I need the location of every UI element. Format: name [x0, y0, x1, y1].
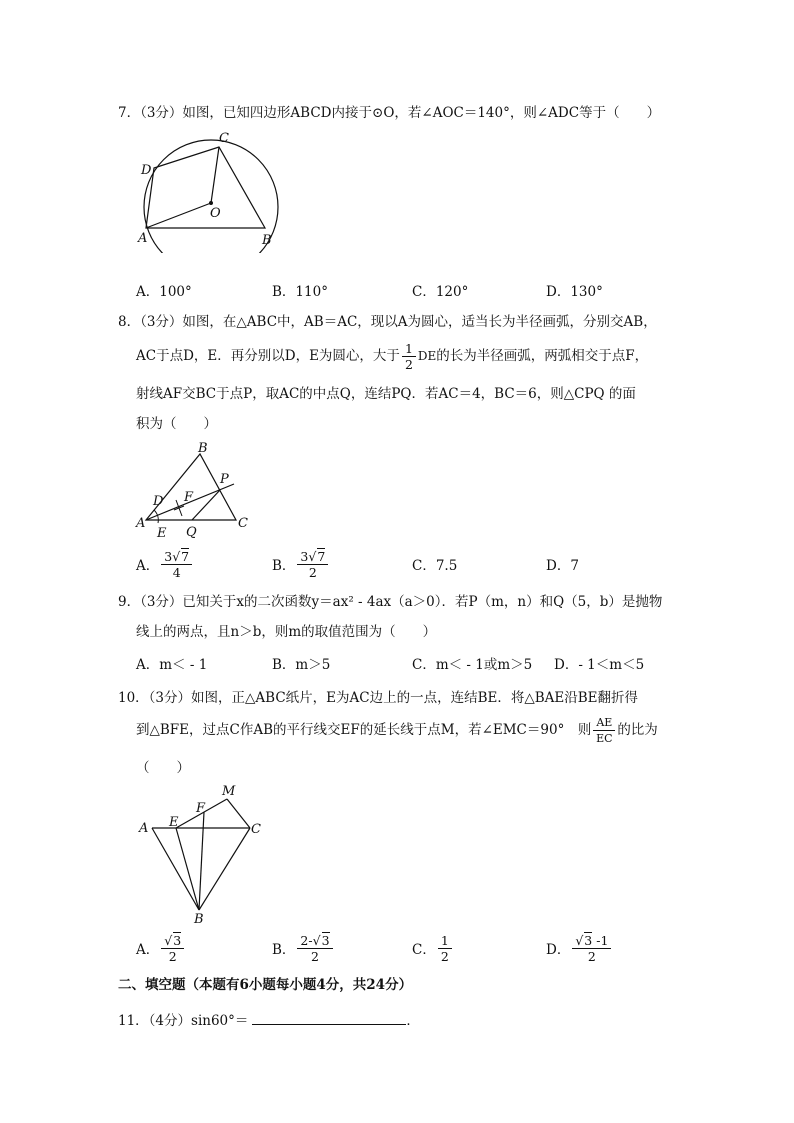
q8-figure — [132, 438, 262, 543]
q10-d-den: 2 — [587, 948, 596, 964]
q10-label-b: B — [194, 912, 204, 927]
q8-line1: 8．（3分）如图，在△ABC中，AB＝AC，现以A为圆心，适当长为半径画弧，分别交AB， — [118, 314, 657, 330]
q10-d-post: -1 — [592, 932, 609, 948]
q8-label-d: D — [153, 494, 164, 509]
q10-frac-num: AE — [593, 715, 615, 731]
q8-options — [136, 544, 676, 584]
q7-label-b: B — [262, 233, 272, 248]
q10-option-a-frac: $\frac{√3}{2}$ — [161, 933, 184, 964]
q8-line2-a: AC于点D，E．再分别以D，E为圆心，大于 — [136, 348, 400, 364]
q10-label-a: A — [139, 821, 149, 836]
q7-stem: 7．（3分）如图，已知四边形ABCD内接于⊙O，若∠AOC＝140°，则∠ADC等于（ ） — [118, 105, 661, 121]
q8-line3: 射线AF交BC于点P，取AC的中点Q，连结PQ．若AC＝4，BC＝6，则△CPQ 的面 — [136, 386, 636, 402]
q10-option-b-frac: $\frac{2-√3}{2}$ — [297, 933, 332, 964]
q10-options — [136, 928, 676, 968]
q7-option-b[interactable]: B．110° — [272, 284, 328, 300]
q10-option-c[interactable] — [412, 928, 454, 968]
q7-label-o: O — [210, 206, 221, 221]
q10-option-d-label: D． — [546, 942, 571, 958]
q8-b-rad: 7 — [317, 548, 326, 564]
q9-line2: 线上的两点，且n＞b，则m的取值范围为（ ） — [136, 624, 437, 640]
q10-option-b-label: B． — [272, 942, 296, 958]
q8-a-coef: 3 — [164, 548, 173, 564]
q10-line2-b: 的比为 — [617, 722, 658, 738]
q8-frac-den: 2 — [404, 356, 413, 372]
q8-b-den: 2 — [308, 564, 317, 580]
q8-label-e: E — [157, 526, 167, 541]
q10-fraction — [593, 715, 615, 746]
q8-fraction — [402, 341, 416, 372]
q11-end: ． — [406, 1013, 420, 1029]
q10-a-den: 2 — [168, 948, 177, 964]
q8-label-q: Q — [186, 525, 197, 540]
q7-label-d: D — [141, 163, 152, 178]
q8-a-rad: 7 — [181, 548, 190, 564]
q9-option-c[interactable]: C．m＜ - 1或m＞5 — [412, 657, 533, 673]
q10-line2 — [136, 714, 658, 746]
q8-option-a[interactable] — [136, 544, 194, 584]
q8-label-p: P — [220, 472, 229, 487]
section-heading: 二、填空题（本题有6小题每小题4分，共24分） — [118, 977, 413, 993]
q10-option-a[interactable] — [136, 928, 186, 968]
q8-frac-de: DE — [417, 349, 437, 363]
q7-label-c: C — [219, 131, 229, 146]
q10-option-c-frac — [438, 933, 452, 964]
q8-line2 — [136, 342, 648, 370]
q8-line2-b: 的长为半径画弧，两弧相交于点F， — [436, 348, 649, 364]
q8-label-f: F — [184, 490, 194, 505]
q8-option-b[interactable] — [272, 544, 330, 584]
q7-figure — [130, 128, 290, 253]
q8-b-coef: 3 — [300, 548, 309, 564]
q10-option-a-label: A． — [136, 942, 160, 958]
q9-option-a[interactable]: A．m＜ - 1 — [136, 657, 208, 673]
q10-c-den: 2 — [440, 948, 449, 964]
q10-b-den: 2 — [311, 948, 319, 964]
q8-frac-num: 1 — [402, 341, 416, 357]
q8-option-d[interactable]: D．7 — [546, 558, 579, 574]
q8-label-b: B — [198, 441, 208, 456]
q8-label-c: C — [238, 516, 248, 531]
q9-option-b[interactable]: B．m＞5 — [272, 657, 331, 673]
q10-label-e: E — [169, 815, 179, 830]
q10-b-pre: 2- — [300, 932, 313, 948]
q11-line — [118, 1010, 420, 1031]
q7-option-d[interactable]: D．130° — [546, 284, 603, 300]
q8-option-b-frac: $\frac{3√7}{2}$ — [297, 549, 328, 580]
q10-label-f: F — [196, 801, 206, 816]
q8-line4: 积为（ ） — [136, 416, 217, 432]
q10-line1: 10．（3分）如图，正△ABC纸片，E为AC边上的一点，连结BE．将△BAE沿BE翻折得 — [118, 690, 639, 706]
q10-figure — [132, 780, 272, 930]
q7-option-c[interactable]: C．120° — [412, 284, 469, 300]
q10-b-rad: 3 — [321, 932, 330, 948]
q10-line2-a: 到△BFE，过点C作AB的平行线交EF的延长线于点M，若∠EMC＝90° 则 — [136, 722, 592, 738]
q11-text: 11．（4分）sin60°＝ — [118, 1013, 249, 1029]
q7-option-a[interactable]: A．100° — [136, 284, 192, 300]
q10-option-d[interactable] — [546, 928, 613, 968]
q7-options — [136, 270, 676, 310]
q9-line1: 9．（3分）已知关于x的二次函数y＝ax² - 4ax（a＞0）．若P（m，n）和Q（5，b）是抛物 — [118, 594, 663, 610]
q11-answer-blank[interactable] — [252, 1010, 406, 1025]
q8-option-c[interactable]: C．7.5 — [412, 558, 458, 574]
q10-c-num: 1 — [438, 933, 452, 949]
q9-option-d[interactable]: D．- 1＜m＜5 — [554, 657, 645, 673]
q8-option-a-frac: $\frac{3√7}{4}$ — [161, 549, 192, 580]
q10-option-b[interactable] — [272, 928, 335, 968]
q8-a-den: 4 — [172, 564, 181, 580]
q10-line3: （ ） — [136, 760, 190, 776]
q8-label-a: A — [136, 516, 146, 531]
q7-label-a: A — [138, 231, 148, 246]
q10-label-m: M — [222, 784, 236, 799]
q10-option-d-frac: $\frac{√3 -1}{2}$ — [572, 933, 611, 964]
q10-frac-den: EC — [596, 731, 613, 745]
q8-option-b-label: B． — [272, 558, 296, 574]
q10-a-rad: 3 — [173, 932, 182, 948]
q8-option-a-label: A． — [136, 558, 160, 574]
q10-option-c-label: C． — [412, 942, 436, 958]
q10-d-rad: 3 — [584, 932, 593, 948]
q9-options — [136, 643, 676, 683]
q10-label-c: C — [251, 822, 261, 837]
